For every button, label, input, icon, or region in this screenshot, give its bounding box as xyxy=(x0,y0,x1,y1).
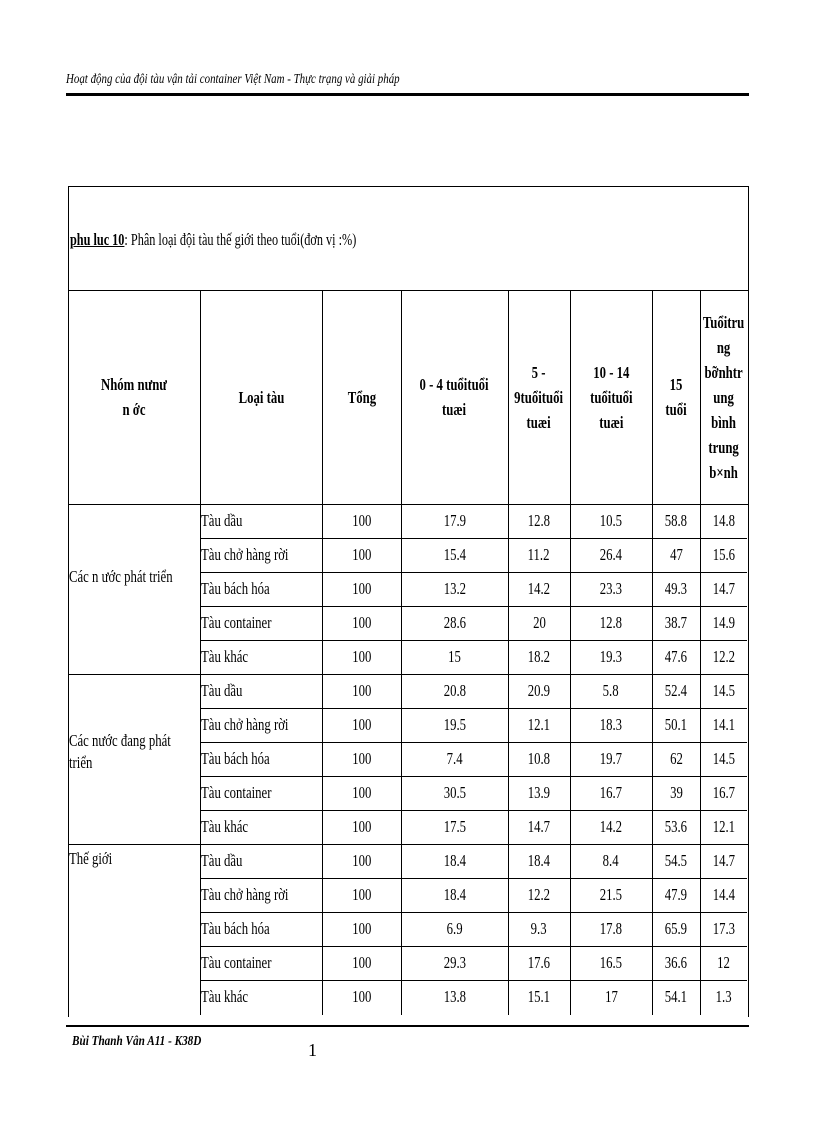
group-label: Thế giới xyxy=(69,849,113,868)
value-cell: 17 xyxy=(604,987,618,1006)
ship-type-cell: Tàu chở hàng rời xyxy=(201,545,289,564)
value-cell: 12 xyxy=(717,953,730,972)
value-cell: 16.7 xyxy=(599,783,623,802)
column-header: Tuổitru ng bỡnhtr ung bình trung b×nh xyxy=(702,312,745,482)
value-cell: 20.9 xyxy=(527,681,551,700)
value-cell: 100 xyxy=(351,613,372,632)
table-caption xyxy=(70,230,356,250)
value-cell: 100 xyxy=(351,545,372,564)
footer-author: Bùi Thanh Vân A11 - K38D xyxy=(72,1034,202,1049)
value-cell: 17.5 xyxy=(443,817,466,836)
value-cell: 38.7 xyxy=(664,613,688,632)
ship-type-cell: Tàu container xyxy=(201,783,272,802)
value-cell: 14.8 xyxy=(712,511,735,530)
value-cell: 53.6 xyxy=(664,817,688,836)
column-header: Loại tàu xyxy=(238,387,284,407)
value-cell: 9.3 xyxy=(531,919,547,938)
header-rule xyxy=(66,93,749,96)
value-cell: 26.4 xyxy=(599,545,623,564)
column-header: 0 - 4 tuổituổi tuæi xyxy=(419,375,490,419)
column-header: 10 - 14 tuổituổi tuæi xyxy=(589,362,633,432)
value-cell: 100 xyxy=(351,817,372,836)
value-cell: 15.4 xyxy=(443,545,466,564)
value-cell: 100 xyxy=(351,783,372,802)
value-cell: 54.5 xyxy=(664,851,688,870)
value-cell: 14.1 xyxy=(712,715,735,734)
value-cell: 19.3 xyxy=(599,647,623,666)
ship-type-cell: Tàu dầu xyxy=(201,511,243,530)
value-cell: 13.9 xyxy=(527,783,551,802)
value-cell: 47.6 xyxy=(664,647,688,666)
value-cell: 21.5 xyxy=(599,885,623,904)
value-cell: 14.7 xyxy=(712,579,735,598)
value-cell: 15.1 xyxy=(527,987,551,1006)
value-cell: 23.3 xyxy=(599,579,623,598)
column-header: 15 tuổi xyxy=(665,375,687,419)
ship-type-cell: Tàu khác xyxy=(201,817,249,836)
value-cell: 12.8 xyxy=(527,511,551,530)
value-cell: 100 xyxy=(351,681,372,700)
value-cell: 6.9 xyxy=(446,919,463,938)
value-cell: 20 xyxy=(532,613,546,632)
ship-type-cell: Tàu dầu xyxy=(201,851,243,870)
value-cell: 15 xyxy=(448,647,461,666)
value-cell: 14.7 xyxy=(527,817,551,836)
caption-text: : Phân loại đội tàu thế giới theo tuổi(đơn vị :%) xyxy=(124,230,357,249)
value-cell: 12.1 xyxy=(527,715,551,734)
caption-label: phu luc 10 xyxy=(70,230,125,249)
value-cell: 50.1 xyxy=(664,715,688,734)
page-header-title: Hoạt động của đội tàu vận tải container Việt Nam - Thực trạng và giải pháp xyxy=(66,72,400,87)
value-cell: 17.8 xyxy=(599,919,623,938)
value-cell: 10.8 xyxy=(527,749,551,768)
value-cell: 12.2 xyxy=(527,885,551,904)
column-header: 5 - 9tuổituổi tuæi xyxy=(514,362,564,432)
value-cell: 49.3 xyxy=(664,579,688,598)
value-cell: 30.5 xyxy=(443,783,466,802)
value-cell: 12.8 xyxy=(599,613,623,632)
value-cell: 47 xyxy=(669,545,683,564)
value-cell: 17.3 xyxy=(712,919,735,938)
value-cell: 18.2 xyxy=(527,647,551,666)
value-cell: 14.7 xyxy=(712,851,735,870)
value-cell: 39 xyxy=(669,783,683,802)
value-cell: 1.3 xyxy=(715,987,732,1006)
value-cell: 13.8 xyxy=(443,987,466,1006)
value-cell: 12.1 xyxy=(712,817,735,836)
footer-rule xyxy=(66,1025,749,1027)
value-cell: 18.4 xyxy=(443,885,466,904)
value-cell: 100 xyxy=(351,851,372,870)
value-cell: 16.7 xyxy=(712,783,735,802)
value-cell: 14.2 xyxy=(527,579,551,598)
value-cell: 14.5 xyxy=(712,749,735,768)
value-cell: 13.2 xyxy=(443,579,466,598)
value-cell: 100 xyxy=(351,579,372,598)
value-cell: 17.9 xyxy=(443,511,466,530)
value-cell: 18.3 xyxy=(599,715,623,734)
ship-type-cell: Tàu bách hóa xyxy=(201,579,270,598)
value-cell: 5.8 xyxy=(603,681,619,700)
value-cell: 10.5 xyxy=(599,511,623,530)
value-cell: 28.6 xyxy=(443,613,466,632)
value-cell: 100 xyxy=(351,715,372,734)
value-cell: 11.2 xyxy=(528,545,550,564)
value-cell: 19.7 xyxy=(599,749,623,768)
value-cell: 100 xyxy=(351,647,372,666)
ship-type-cell: Tàu chở hàng rời xyxy=(201,715,289,734)
value-cell: 7.4 xyxy=(446,749,463,768)
value-cell: 100 xyxy=(351,885,372,904)
value-cell: 100 xyxy=(351,511,372,530)
value-cell: 18.4 xyxy=(527,851,551,870)
value-cell: 54.1 xyxy=(664,987,688,1006)
ship-type-cell: Tàu container xyxy=(201,613,272,632)
column-header: Nhóm nưnư n ớc xyxy=(101,375,167,419)
value-cell: 100 xyxy=(351,953,372,972)
value-cell: 17.6 xyxy=(527,953,551,972)
value-cell: 62 xyxy=(669,749,683,768)
ship-type-cell: Tàu bách hóa xyxy=(201,749,270,768)
ship-type-cell: Tàu bách hóa xyxy=(201,919,270,938)
value-cell: 14.4 xyxy=(712,885,735,904)
ship-type-cell: Tàu container xyxy=(201,953,272,972)
value-cell: 100 xyxy=(351,749,372,768)
value-cell: 14.2 xyxy=(599,817,623,836)
value-cell: 52.4 xyxy=(664,681,688,700)
value-cell: 8.4 xyxy=(603,851,619,870)
ship-type-cell: Tàu dầu xyxy=(201,681,243,700)
value-cell: 65.9 xyxy=(664,919,688,938)
value-cell: 20.8 xyxy=(443,681,466,700)
page-number: 1 xyxy=(308,1040,317,1060)
ship-type-cell: Tàu chở hàng rời xyxy=(201,885,289,904)
value-cell: 100 xyxy=(351,919,372,938)
value-cell: 19.5 xyxy=(443,715,466,734)
group-label: Các n ước phát triển xyxy=(69,567,173,586)
value-cell: 36.6 xyxy=(664,953,688,972)
value-cell: 14.5 xyxy=(712,681,735,700)
ship-type-cell: Tàu khác xyxy=(201,647,249,666)
value-cell: 14.9 xyxy=(712,613,735,632)
ship-type-cell: Tàu khác xyxy=(201,987,249,1006)
value-cell: 16.5 xyxy=(599,953,623,972)
value-cell: 18.4 xyxy=(443,851,466,870)
value-cell: 12.2 xyxy=(712,647,735,666)
value-cell: 29.3 xyxy=(443,953,466,972)
value-cell: 58.8 xyxy=(664,511,688,530)
value-cell: 47.9 xyxy=(664,885,688,904)
column-header: Tổng xyxy=(347,387,376,407)
group-label: Các nước đang phát triển xyxy=(69,731,171,772)
value-cell: 100 xyxy=(351,987,372,1006)
value-cell: 15.6 xyxy=(712,545,735,564)
